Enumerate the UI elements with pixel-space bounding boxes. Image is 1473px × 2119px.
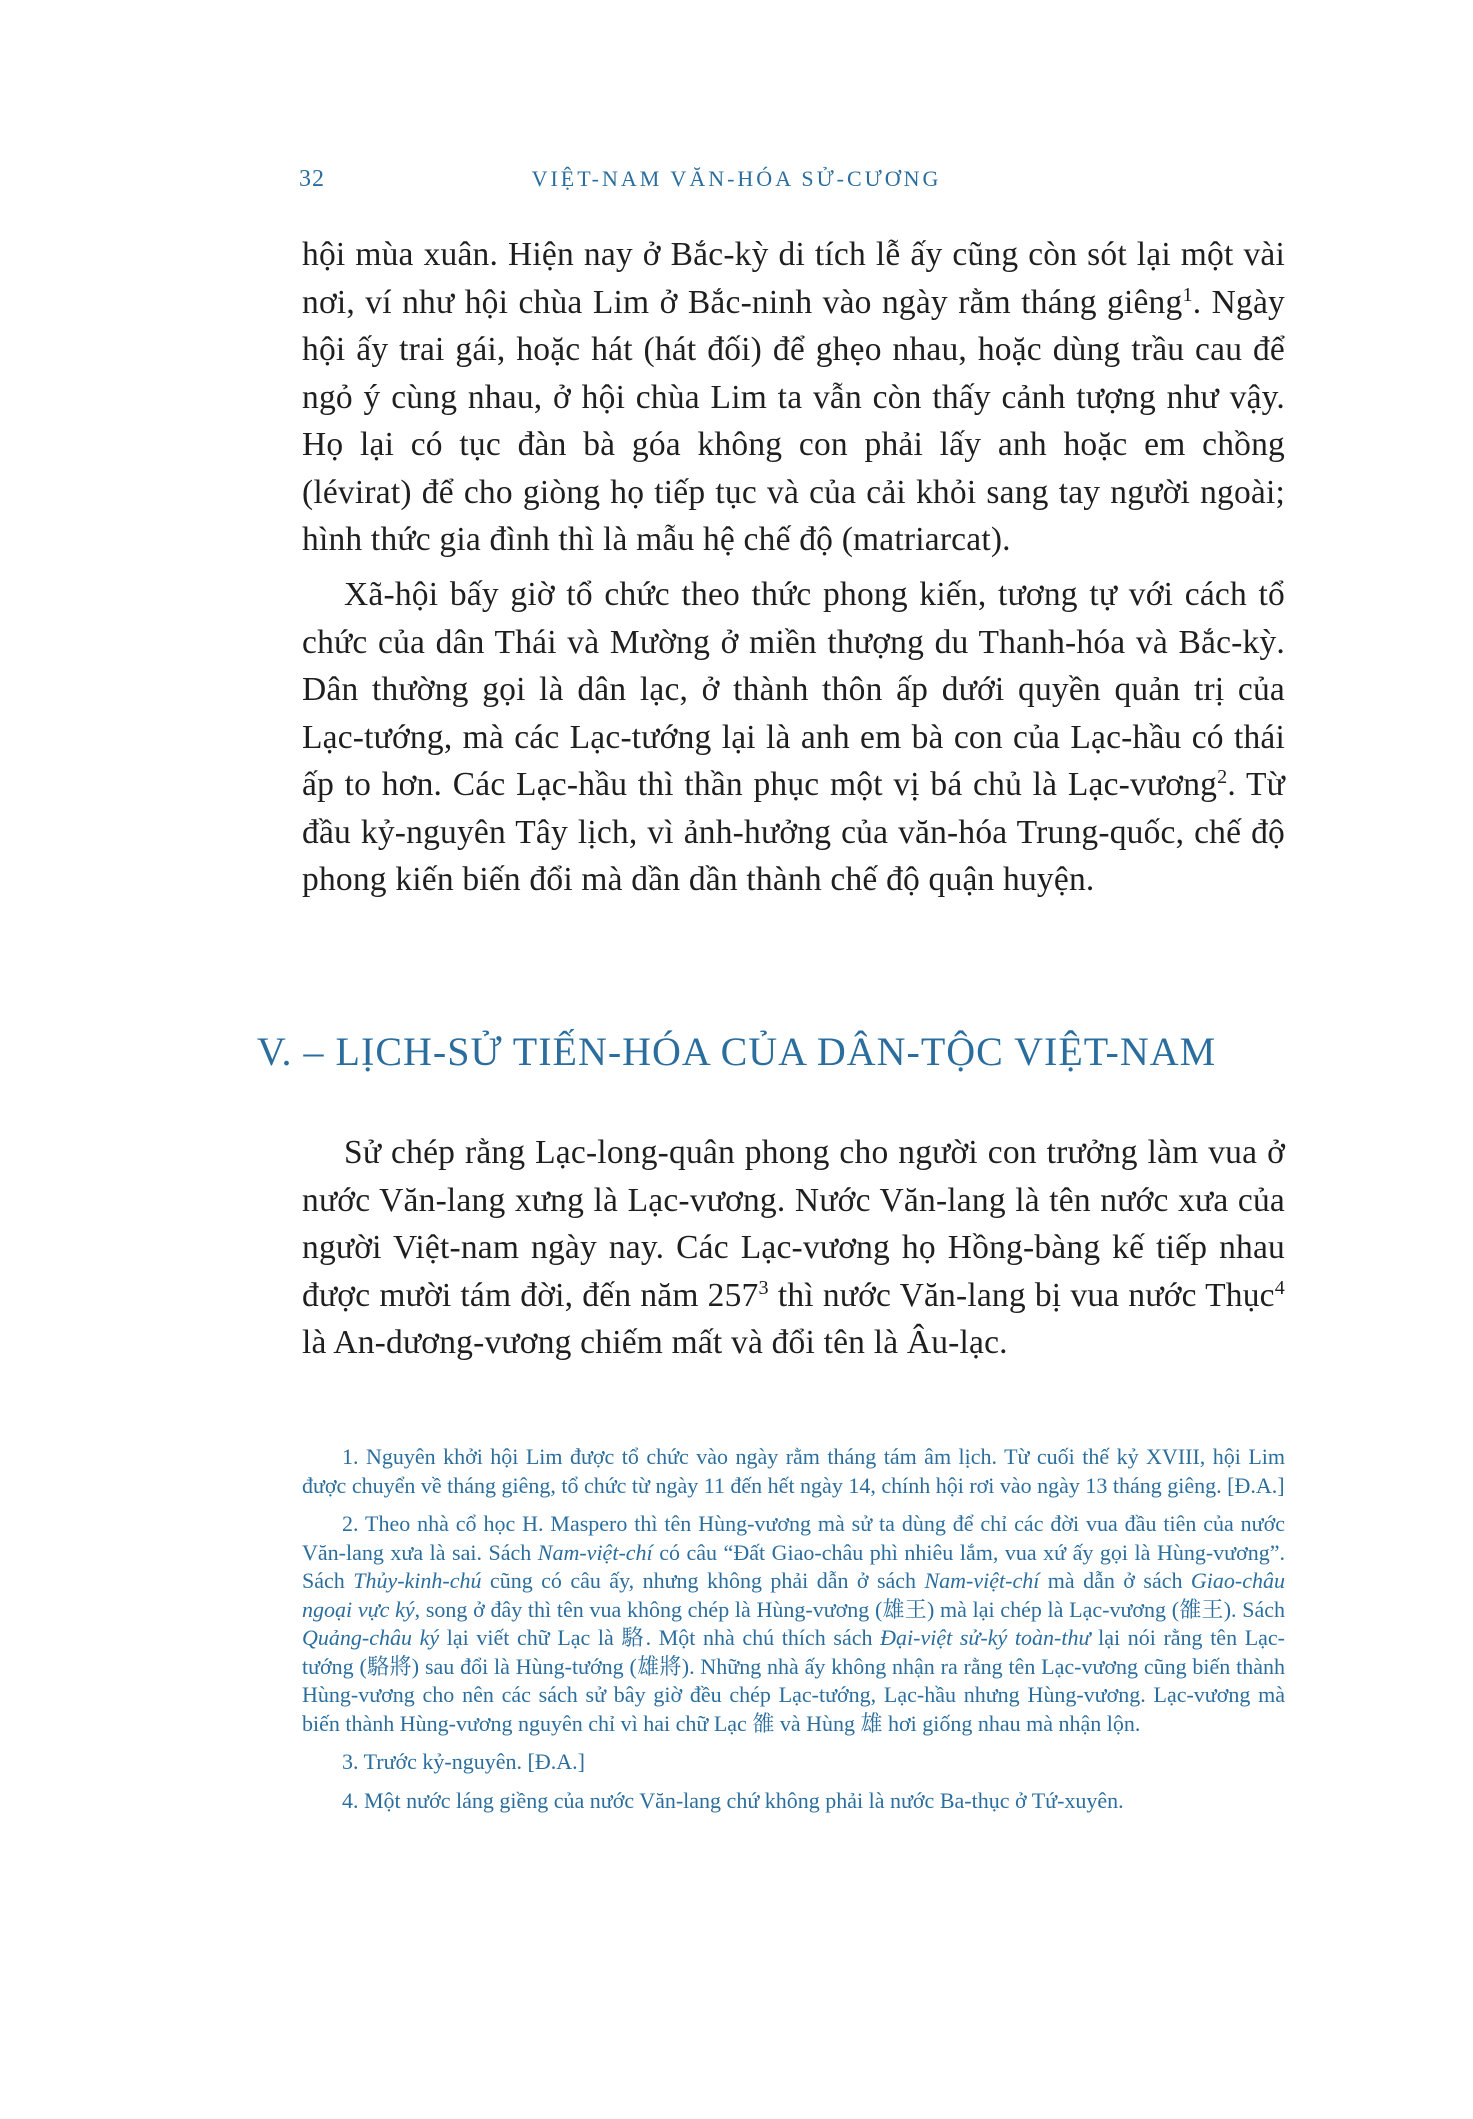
book-title: Nam-việt-chí xyxy=(924,1568,1040,1593)
paragraph-social-organization xyxy=(302,571,1285,904)
paragraph-text: là An-dương-vương chiếm mất và đổi tên là Âu-lạc. xyxy=(302,1324,1008,1361)
section-paragraph xyxy=(302,1129,1285,1367)
footnote-text: mà dẫn ở sách xyxy=(1039,1568,1191,1593)
paragraph-continued xyxy=(302,231,1285,564)
footnote-text: có câu “Đất Giao-châu phì nhiêu lắm, vua xứ ấy gọi là Hùng-vương”. Sách xyxy=(302,1539,1285,1593)
footnotes xyxy=(302,1443,1285,1825)
paragraph-text: Xã-hội bấy giờ tổ chức theo thức phong kiến, tương tự với cách tổ chức của dân Thái và Mường ở miền thượng du Thanh-hóa và Bắc-kỳ. Dân thường gọi là dân lạc, ở thành thôn ấp dưới quyền quản trị của Lạc-tướng, mà các Lạc-tướng lại là anh em bà con của Lạc-hầu có thái ấp to hơn. Các Lạc-hầu thì thần phục một vị bá chủ là Lạc-vương xyxy=(302,576,1285,803)
running-title: VIỆT-NAM VĂN-HÓA SỬ-CƯƠNG xyxy=(531,166,942,191)
footnote-1: 1. Nguyên khởi hội Lim được tổ chức vào ngày rằm tháng tám âm lịch. Từ cuối thế kỷ XVIII, hội Lim được chuyển về tháng giêng, tổ chức từ ngày 11 đến hết ngày 14, chính hội rơi vào ngày 13 tháng giêng. [Đ.A.] xyxy=(302,1444,1285,1498)
book-title: Quảng-châu ký xyxy=(302,1625,440,1650)
footnote-text: lại nói rằng tên Lạc-tướng (駱將) sau đổi là Hùng-tướng (雄將). Những nhà ấy không nhận ra rằng tên Lạc-vương cũng biến thành Hùng-vương cho nên các sách sử bây giờ đều chép Lạc-tướng, Lạc-hầu nhưng Hùng-vương. Lạc-vương mà biến thành Hùng-vương nguyên chỉ vì hai chữ Lạc 雒 và Hùng 雄 hơi giống nhau mà nhận lộn. xyxy=(302,1625,1285,1736)
footnote-ref-4: 4 xyxy=(1274,1276,1286,1299)
book-title: Đại-việt sử-ký toàn-thư xyxy=(880,1625,1091,1650)
book-title: Nam-việt-chí xyxy=(537,1539,653,1565)
footnote-text: lại viết chữ Lạc là 駱. Một nhà chú thích sách xyxy=(439,1625,881,1650)
footnote-2 xyxy=(302,1510,1285,1738)
book-title: Thủy-kinh-chú xyxy=(353,1568,482,1593)
paragraph-text: hội mùa xuân. Hiện nay ở Bắc-kỳ di tích lễ ấy cũng còn sót lại một vài nơi, ví như hội chùa Lim ở Bắc-ninh vào ngày rằm tháng giêng xyxy=(302,236,1285,321)
book-title: Giao-châu ngoại vực ký xyxy=(302,1568,1286,1622)
footnote-ref-3: 3 xyxy=(758,1276,769,1299)
footnote-4: 4. Một nước láng giềng của nước Văn-lang chứ không phải là nước Ba-thục ở Tứ-xuyên. xyxy=(342,1787,1124,1813)
section-heading: V. – LỊCH-SỬ TIẾN-HÓA CỦA DÂN-TỘC VIỆT-NAM xyxy=(256,1029,1217,1074)
footnote-ref-2: 2 xyxy=(1217,765,1228,788)
footnote-3: 3. Trước kỷ-nguyên. [Đ.A.] xyxy=(342,1749,585,1774)
paragraph-text: thì nước Văn-lang bị vua nước Thục xyxy=(768,1276,1275,1314)
paragraph-text: Sử chép rằng Lạc-long-quân phong cho người con trưởng làm vua ở nước Văn-lang xưng là Lạc-vương. Nước Văn-lang là tên nước xưa của người Việt-nam ngày nay. Các Lạc-vương họ Hồng-bàng kế tiếp nhau được mười tám đời, đến năm 257 xyxy=(302,1134,1285,1314)
page-number: 32 xyxy=(299,166,325,192)
footnote-text: , song ở đây thì tên vua không chép là Hùng-vương (雄王) mà lại chép là Lạc-vương (雒王). Sách xyxy=(414,1596,1285,1622)
paragraph-text: . Ngày hội ấy trai gái, hoặc hát (hát đối) để ghẹo nhau, hoặc dùng trầu cau để ngỏ ý cùng nhau, ở hội chùa Lim ta vẫn còn thấy cảnh tượng như vậy. Họ lại có tục đàn bà góa không con phải lấy anh hoặc em chồng (lévirat) để cho giòng họ tiếp tục và của cải khỏi sang tay người ngoài; hình thức gia đình thì là mẫu hệ chế độ (matriarcat). xyxy=(302,283,1286,558)
paragraph-text: . Từ đầu kỷ-nguyên Tây lịch, vì ảnh-hưởng của văn-hóa Trung-quốc, chế độ phong kiến biến đổi mà dần dần thành chế độ quận huyện. xyxy=(302,766,1285,898)
footnote-ref-1: 1 xyxy=(1182,283,1193,306)
footnote-text: cũng có câu ấy, nhưng không phải dẫn ở sách xyxy=(481,1568,925,1593)
footnote-text: 2. Theo nhà cổ học H. Maspero thì tên Hùng-vương mà sử ta dùng để chỉ các đời vua đầu tiên của nước Văn-lang xưa là sai. Sách xyxy=(302,1511,1285,1565)
